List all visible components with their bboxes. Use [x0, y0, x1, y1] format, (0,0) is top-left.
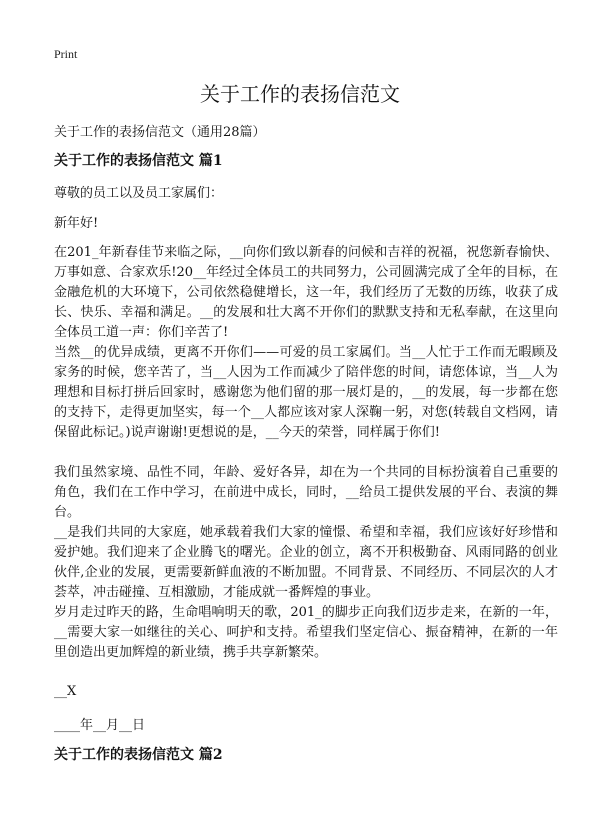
section-heading-1: 关于工作的表扬信范文 篇1: [54, 153, 223, 169]
paragraph-3: 我们虽然家境、品性不同，年龄、爱好各异，却在为一个共同的目标扮演着自己重要的角色，我们在工作中学习，在前进中成长，同时，__给员工提供发展的平台、表演的舞台。: [54, 465, 558, 520]
section-heading-2: 关于工作的表扬信范文 篇2: [54, 747, 223, 763]
greeting: 新年好!: [54, 216, 99, 231]
signature-date: ____年__月__日: [54, 718, 146, 733]
paragraph-2: 当然__的优异成绩，更离不开你们——可爱的员工家属们。当__人忙于工作而无暇顾及家务的时候，您辛苦了，当__人因为工作而减少了陪伴您的时间，请您体谅，当__人为理想和目标打拼后回家时，感谢您为他们留的那一展灯是的，__的发展，每一步都在您的支持下，走得更加坚实，每一个__人都应该对家人深鞠一躬，对您(转载自文档网，请保留此标记。)说声谢谢!更想说的是，__今天的荣誉，同样属于你们!: [54, 345, 558, 440]
salutation: 尊敬的员工以及员工家属们：: [54, 186, 224, 201]
paragraph-1: 在201_年新春佳节来临之际，__向你们致以新春的问候和吉祥的祝福，祝您新春愉快、万事如意、合家欢乐!20__年经过全体员工的共同努力，公司圆满完成了全年的目标，在金融危机的大环境下，公司依然稳健增长，这一年，我们经历了无数的历练，收获了成长、快乐、幸福和满足。__的发展和壮大离不开你们的默默支持和无私奉献，在这里向全体员工道一声：你们辛苦了!: [54, 245, 558, 340]
paragraph-4: __是我们共同的大家庭，她承载着我们大家的憧憬、希望和幸福，我们应该好好珍惜和爱护她。我们迎来了企业腾飞的曙光。企业的创立，离不开积极勤奋、风雨同路的创业伙伴,企业的发展，更需要新鲜血液的不断加盟。不同背景、不同经历、不同层次的人才荟萃，冲击碰撞、互相激励，才能成就一番辉煌的事业。: [54, 525, 558, 600]
page-title: 关于工作的表扬信范文: [200, 82, 400, 106]
paragraph-5: 岁月走过昨天的路，生命唱响明天的歌，201_的脚步正向我们迈步走来，在新的一年，__需要大家一如继往的关心、呵护和支持。希望我们坚定信心、振奋精神，在新的一年里创造出更加辉煌的新业绩，携手共享新繁荣。: [54, 605, 558, 660]
print-link[interactable]: Print: [54, 47, 78, 61]
signature: __X: [54, 684, 77, 699]
document-subtitle: 关于工作的表扬信范文（通用28篇）: [54, 125, 266, 140]
